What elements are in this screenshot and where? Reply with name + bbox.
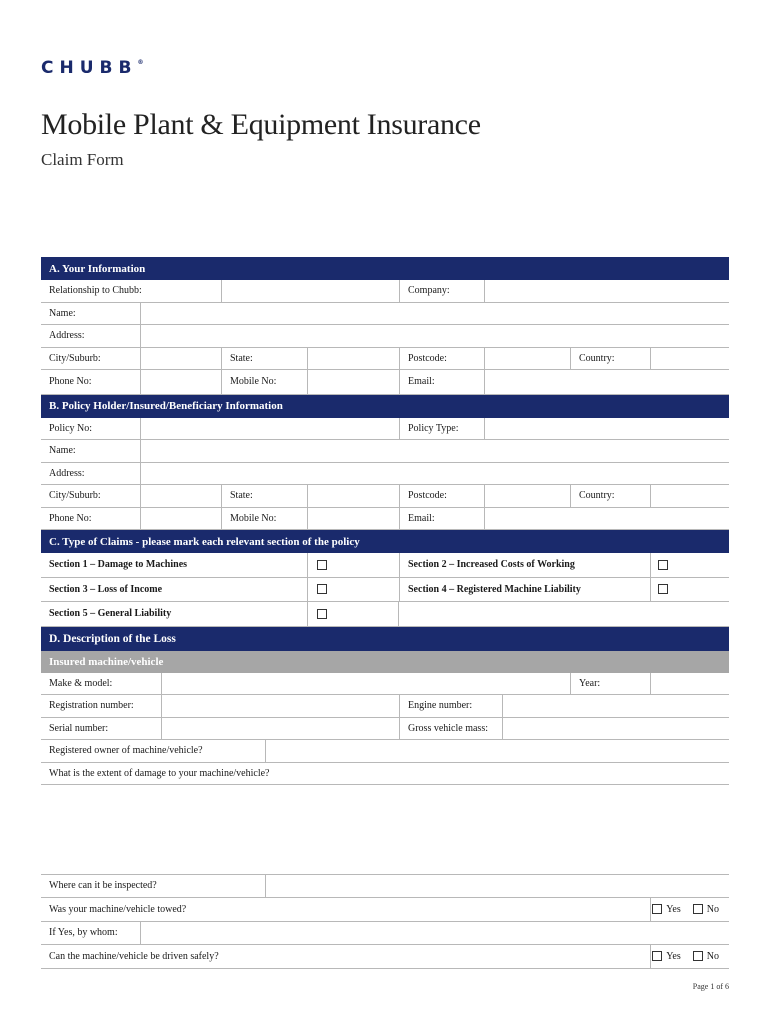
page-number: Page 1 of 6	[692, 982, 729, 991]
make-model-field[interactable]	[161, 673, 570, 695]
state-field[interactable]	[307, 348, 399, 370]
state-label: State:	[221, 348, 253, 370]
b-row-phone	[41, 508, 729, 531]
email-label: Email:	[399, 370, 435, 394]
claim-form	[41, 257, 729, 969]
driven-yes-label: Yes	[666, 950, 681, 962]
driven-yes-checkbox[interactable]	[652, 951, 662, 961]
b-name-field[interactable]	[140, 440, 729, 462]
by-whom-field[interactable]	[140, 922, 729, 944]
d-row-owner	[41, 740, 729, 763]
engine-label: Engine number:	[399, 695, 472, 717]
d-row-by-whom	[41, 922, 729, 945]
b-row-name	[41, 440, 729, 463]
b-name-label: Name:	[49, 445, 76, 457]
b-phone-field[interactable]	[140, 508, 221, 530]
year-field[interactable]	[650, 673, 729, 695]
city-label: City/Suburb:	[49, 352, 101, 364]
b-state-field[interactable]	[307, 485, 399, 507]
page-title: Mobile Plant & Equipment Insurance	[41, 108, 481, 141]
d-row-driven	[41, 945, 729, 970]
section-3-label: Section 3 – Loss of Income	[49, 583, 163, 595]
chubb-logo: CHUBB®	[41, 58, 144, 78]
inspected-field[interactable]	[265, 875, 729, 897]
c-row-1	[41, 553, 729, 578]
b-state-label: State:	[221, 485, 253, 507]
section-1-label: Section 1 – Damage to Machines	[49, 559, 188, 571]
section-5-checkbox[interactable]	[317, 609, 327, 619]
d-row-inspected	[41, 875, 729, 898]
name-field[interactable]	[140, 303, 729, 325]
towed-no-label: No	[706, 903, 719, 915]
b-city-field[interactable]	[140, 485, 221, 507]
registration-label: Registration number:	[49, 700, 134, 712]
d-row-registration	[41, 695, 729, 718]
d-row-extent	[41, 763, 729, 786]
section-1-checkbox[interactable]	[317, 560, 327, 570]
relationship-field[interactable]	[221, 280, 399, 302]
phone-field[interactable]	[140, 370, 221, 394]
a-row-address	[41, 325, 729, 348]
a-row-name	[41, 303, 729, 326]
b-email-label: Email:	[399, 508, 435, 530]
gross-mass-label: Gross vehicle mass:	[399, 718, 488, 740]
section-2-label: Section 2 – Increased Costs of Working	[399, 553, 575, 577]
phone-label: Phone No:	[49, 376, 92, 388]
b-postcode-label: Postcode:	[399, 485, 447, 507]
driven-no-label: No	[706, 950, 719, 962]
inspected-label: Where can it be inspected?	[49, 880, 157, 892]
policy-type-field[interactable]	[484, 418, 729, 440]
towed-yes-checkbox[interactable]	[652, 904, 662, 914]
b-mobile-field[interactable]	[307, 508, 399, 530]
company-field[interactable]	[484, 280, 729, 302]
section-a-header: A. Your Information	[41, 257, 729, 280]
a-row-city	[41, 348, 729, 371]
section-4-checkbox[interactable]	[658, 584, 668, 594]
policy-no-label: Policy No:	[49, 422, 93, 434]
owner-label: Registered owner of machine/vehicle?	[49, 745, 203, 757]
d-row-make	[41, 673, 729, 696]
section-3-checkbox[interactable]	[317, 584, 327, 594]
b-row-city	[41, 485, 729, 508]
driven-label: Can the machine/vehicle be driven safely?	[49, 950, 219, 962]
b-city-label: City/Suburb:	[49, 490, 101, 502]
b-country-label: Country:	[570, 485, 615, 507]
country-field[interactable]	[650, 348, 729, 370]
postcode-field[interactable]	[484, 348, 570, 370]
b-address-field[interactable]	[140, 463, 729, 485]
driven-options	[652, 945, 719, 969]
gross-mass-field[interactable]	[502, 718, 729, 740]
section-d-header: D. Description of the Loss	[41, 627, 729, 651]
b-email-field[interactable]	[484, 508, 729, 530]
towed-no-checkbox[interactable]	[693, 904, 703, 914]
towed-yes-label: Yes	[666, 903, 681, 915]
page-subtitle: Claim Form	[41, 150, 124, 169]
country-label: Country:	[570, 348, 615, 370]
mobile-field[interactable]	[307, 370, 399, 394]
policy-type-label: Policy Type:	[399, 418, 459, 440]
towed-options	[652, 898, 719, 922]
d-row-towed	[41, 898, 729, 923]
mobile-label: Mobile No:	[221, 370, 276, 394]
c-row-2	[41, 578, 729, 603]
owner-field[interactable]	[265, 740, 729, 762]
b-country-field[interactable]	[650, 485, 729, 507]
towed-label: Was your machine/vehicle towed?	[49, 903, 187, 915]
a-row-relationship	[41, 280, 729, 303]
extent-of-damage-textarea[interactable]	[41, 785, 729, 875]
registration-field[interactable]	[161, 695, 399, 717]
by-whom-label: If Yes, by whom:	[49, 927, 118, 939]
d-row-serial	[41, 718, 729, 741]
section-b-header: B. Policy Holder/Insured/Beneficiary Information	[41, 395, 729, 418]
policy-no-field[interactable]	[140, 418, 399, 440]
relationship-label: Relationship to Chubb:	[49, 285, 142, 297]
b-address-label: Address:	[49, 467, 85, 479]
make-model-label: Make & model:	[49, 677, 113, 689]
b-mobile-label: Mobile No:	[221, 508, 276, 530]
email-field[interactable]	[484, 370, 729, 394]
engine-field[interactable]	[502, 695, 729, 717]
serial-label: Serial number:	[49, 722, 109, 734]
b-phone-label: Phone No:	[49, 512, 92, 524]
extent-label: What is the extent of damage to your machine/vehicle?	[49, 767, 270, 779]
postcode-label: Postcode:	[399, 348, 447, 370]
insured-machine-subheader: Insured machine/vehicle	[41, 651, 729, 673]
section-c-header: C. Type of Claims - please mark each relevant section of the policy	[41, 530, 729, 553]
name-label: Name:	[49, 307, 76, 319]
city-field[interactable]	[140, 348, 221, 370]
section-2-checkbox[interactable]	[658, 560, 668, 570]
c-row-3	[41, 602, 729, 627]
section-5-label: Section 5 – General Liability	[49, 608, 172, 620]
address-field[interactable]	[140, 325, 729, 347]
b-row-address	[41, 463, 729, 486]
driven-no-checkbox[interactable]	[693, 951, 703, 961]
b-postcode-field[interactable]	[484, 485, 570, 507]
company-label: Company:	[399, 280, 450, 302]
b-row-policy	[41, 418, 729, 441]
serial-field[interactable]	[161, 718, 399, 740]
address-label: Address:	[49, 330, 85, 342]
year-label: Year:	[570, 673, 600, 695]
section-4-label: Section 4 – Registered Machine Liability	[399, 578, 581, 602]
a-row-phone	[41, 370, 729, 395]
